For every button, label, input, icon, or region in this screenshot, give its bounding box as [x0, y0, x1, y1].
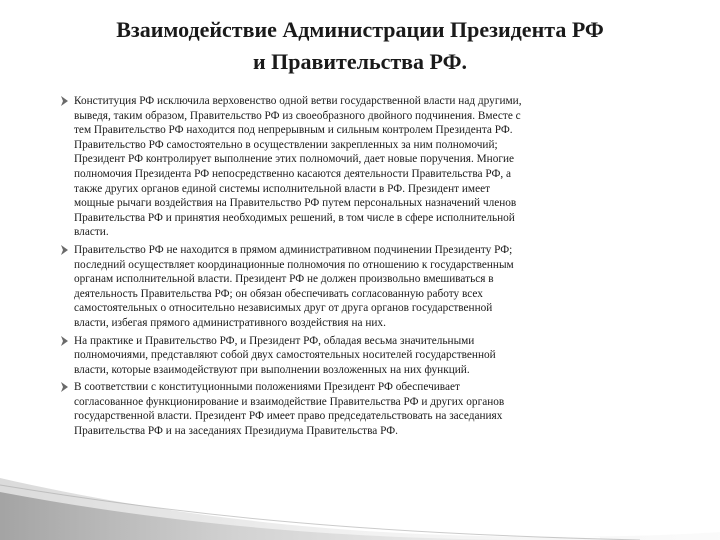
decorative-bottom-band	[0, 440, 720, 540]
paragraph	[60, 94, 688, 240]
paragraph	[60, 334, 688, 378]
paragraph-line: полномочиями, представляют собой двух самостоятельных носителей государственной	[74, 349, 496, 362]
paragraph-line: Президент РФ контролирует выполнение этих полномочий, дает новые поручения. Многие	[74, 153, 515, 166]
slide-title-line-1: Взаимодействие Администрации Президента РФ	[116, 17, 604, 42]
paragraph-line: государственной власти. Президент РФ имеет право председательствовать на заседаниях	[74, 410, 503, 423]
paragraph-line: тем Правительство РФ находится под непрерывным и сильным контролем Президента РФ.	[74, 124, 513, 137]
paragraph-line: также других органов единой системы исполнительной власти в РФ. Президент имеет	[74, 182, 491, 195]
paragraph-line: власти, которые взаимодействуют при выполнении возложенных на них функций.	[74, 363, 470, 376]
paragraph-line: самостоятельных о относительно независимых друг от друга органов государственной	[74, 302, 493, 315]
paragraph-line: На практике и Правительство РФ, и Президент РФ, обладая весьма значительными	[74, 334, 475, 347]
paragraph-line: выведя, таким образом, Правительство РФ из своеобразного двойного подчинения. Вместе с	[74, 109, 521, 122]
arrow-bullet-icon	[60, 335, 69, 347]
slide-body	[60, 94, 688, 442]
paragraph-line: Правительство РФ самостоятельно в осуществлении закрепленных за ним полномочий;	[74, 138, 498, 151]
paragraph-line: согласованное функционирование и взаимодействие Правительства РФ и других органов	[74, 395, 505, 408]
paragraph-line: В соответствии с конституционными положениями Президент РФ обеспечивает	[74, 381, 460, 394]
arrow-bullet-icon	[60, 95, 69, 107]
paragraph-line: Правительство РФ не находится в прямом административном подчинении Президенту РФ;	[74, 243, 513, 256]
slide-title-line-2: и Правительства РФ.	[252, 49, 468, 74]
paragraph-line: полномочия Президента РФ непосредственно касаются деятельности Правительства РФ, а	[74, 167, 512, 180]
paragraph-line: Конституция РФ исключила верховенство одной ветви государственной власти над другими,	[74, 95, 522, 107]
slide-title	[60, 14, 660, 78]
arrow-bullet-icon	[60, 381, 69, 393]
paragraph-line: органам исполнительной власти. Президент РФ не должен произвольно вмешиваться в	[74, 273, 494, 286]
paragraph-line: деятельность Правительства РФ; он обязан обеспечивать согласованную работу всех	[74, 287, 483, 300]
paragraph	[60, 243, 688, 331]
paragraph-line: Правительства РФ и на заседаниях Президиума Правительства РФ.	[74, 425, 398, 438]
paragraph	[60, 380, 688, 438]
paragraph-line: власти.	[74, 226, 109, 239]
paragraph-line: мощные рычаги воздействия на Правительство РФ путем персональных назначений членов	[74, 197, 517, 210]
arrow-bullet-icon	[60, 244, 69, 256]
paragraph-line: власти, избегая прямого административного воздействия на них.	[74, 316, 386, 329]
paragraph-line: Правительства РФ и принятия необходимых решений, в том числе в сфере исполнительной	[74, 211, 515, 224]
paragraph-line: последний осуществляет координационные полномочия по отношению к государственным	[74, 258, 514, 271]
